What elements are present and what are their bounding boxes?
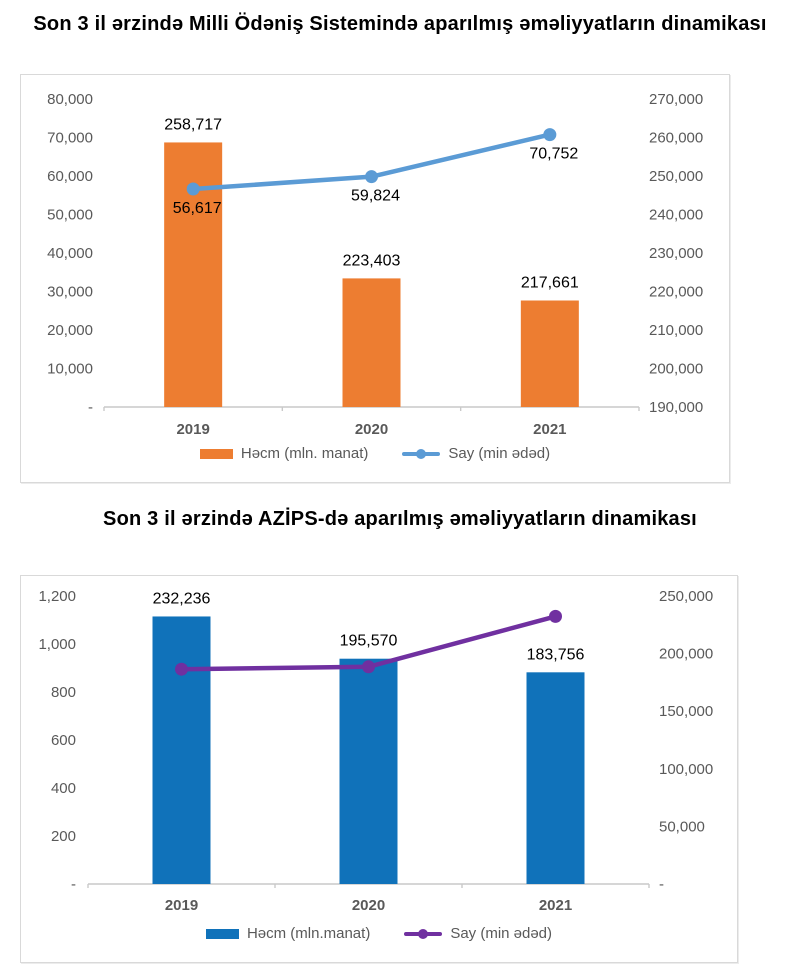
- year-label-2020: 2020: [351, 897, 386, 914]
- volume-bar-2021: [521, 301, 579, 407]
- line-data-label: 70,752: [529, 145, 579, 163]
- left-axis-tick-label: 1,200: [38, 588, 76, 605]
- chart-title-milli-odenis: Son 3 il ərzində Milli Ödəniş Sistemində aparılmış əməliyyatların dinamikası: [33, 13, 767, 35]
- count-line-point-2020: [365, 170, 378, 183]
- chart-title-azips: Son 3 il ərzində AZİPS-də aparılmış əməliyyatların dinamikası: [103, 508, 697, 530]
- left-axis-tick-label: -: [71, 876, 76, 893]
- count-line-point-2021: [549, 610, 562, 623]
- legend-item: [206, 925, 370, 942]
- legend-line-dot-icon: [416, 449, 426, 459]
- count-line-point-2019: [175, 663, 188, 676]
- left-axis-tick-label: 70,000: [47, 129, 93, 147]
- right-axis-tick-label: 250,000: [649, 168, 704, 185]
- line-data-label: 59,824: [351, 187, 400, 205]
- bar-data-label: 183,756: [526, 646, 585, 664]
- count-line-point-2021: [543, 128, 556, 141]
- right-axis-tick-label: 270,000: [649, 91, 704, 108]
- right-axis-tick-label: 260,000: [649, 129, 704, 147]
- legend-line-dot-icon: [418, 929, 428, 939]
- volume-bar-2019: [153, 616, 211, 884]
- count-line-point-2020: [362, 660, 375, 673]
- legend-line-swatch-icon: [402, 452, 440, 456]
- year-label-2019: 2019: [164, 897, 199, 914]
- right-axis-tick-label: 190,000: [649, 399, 704, 416]
- left-axis-tick-label: 30,000: [47, 283, 93, 301]
- right-axis-tick-label: 200,000: [649, 360, 704, 378]
- azips-chart-legend: [21, 925, 737, 942]
- volume-bar-2021: [527, 672, 585, 884]
- count-line-point-2019: [187, 183, 200, 196]
- legend-bar-swatch-icon: [206, 929, 239, 939]
- legend-line-swatch-icon: [404, 932, 442, 936]
- right-axis-tick-label: 240,000: [649, 206, 704, 224]
- legend-item: [402, 445, 550, 462]
- legend-item: [404, 925, 552, 942]
- left-axis-tick-label: 60,000: [47, 168, 93, 185]
- azips-chart-panel: [20, 575, 738, 963]
- legend-label: Həcm (mln.manat): [246, 925, 371, 942]
- bar-data-label: 223,403: [342, 252, 401, 270]
- left-axis-tick-label: 1,000: [38, 636, 76, 653]
- right-axis-tick-label: 200,000: [659, 645, 714, 663]
- bar-data-label: 258,717: [164, 116, 223, 134]
- bar-data-label: 195,570: [339, 632, 398, 650]
- right-axis-tick-label: 100,000: [659, 760, 714, 778]
- left-axis-tick-label: 200: [50, 828, 76, 845]
- volume-bar-2020: [340, 659, 398, 884]
- legend-label: Say (min ədəd): [448, 445, 551, 462]
- year-label-2021: 2021: [538, 897, 573, 914]
- left-axis-tick-label: 50,000: [47, 206, 93, 224]
- volume-bar-2020: [343, 278, 401, 407]
- right-axis-tick-label: 150,000: [659, 703, 714, 721]
- left-axis-tick-label: 40,000: [47, 245, 93, 262]
- volume-bar-2019: [164, 142, 222, 407]
- year-label-2021: 2021: [533, 421, 567, 438]
- legend-label: Say (min ədəd): [450, 925, 553, 942]
- right-axis-tick-label: -: [659, 876, 664, 893]
- bar-data-label: 217,661: [520, 274, 579, 292]
- left-axis-tick-label: 400: [50, 780, 76, 797]
- legend-item: [200, 445, 369, 462]
- bar-data-label: 232,236: [152, 590, 211, 608]
- year-label-2019: 2019: [176, 421, 210, 438]
- azips-chart-canvas: [21, 576, 737, 962]
- left-axis-tick-label: 80,000: [47, 91, 93, 108]
- milli-odenis-chart-panel: [20, 74, 730, 483]
- right-axis-tick-label: 50,000: [659, 818, 705, 836]
- milli-odenis-chart-canvas: [21, 75, 729, 482]
- milli-odenis-chart-legend: [21, 445, 729, 462]
- left-axis-tick-label: 20,000: [47, 322, 93, 339]
- left-axis-tick-label: 600: [50, 732, 76, 749]
- legend-bar-swatch-icon: [200, 449, 233, 459]
- left-axis-tick-label: 800: [50, 684, 76, 701]
- legend-label: Həcm (mln. manat): [240, 445, 369, 462]
- left-axis-tick-label: -: [88, 399, 93, 416]
- right-axis-tick-label: 210,000: [649, 322, 704, 339]
- right-axis-tick-label: 250,000: [659, 588, 714, 605]
- line-data-label: 56,617: [172, 200, 222, 218]
- left-axis-tick-label: 10,000: [47, 360, 93, 378]
- right-axis-tick-label: 220,000: [649, 283, 704, 301]
- right-axis-tick-label: 230,000: [649, 245, 704, 262]
- year-label-2020: 2020: [354, 421, 389, 438]
